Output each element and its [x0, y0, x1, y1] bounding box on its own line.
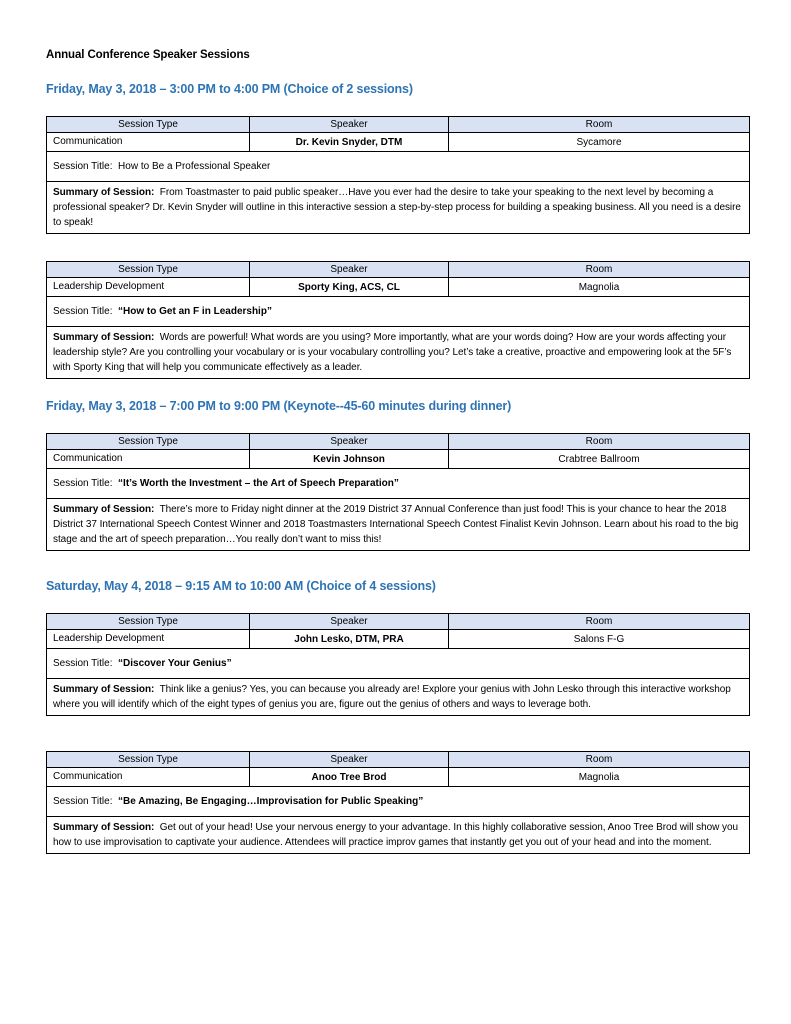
session-type: Leadership Development [47, 630, 250, 649]
summary-label: Summary of Session: [53, 187, 155, 198]
document-title: Annual Conference Speaker Sessions [46, 49, 250, 61]
column-header-session-type: Session Type [47, 752, 250, 768]
session-title: “Be Amazing, Be Engaging…Improvisation for Public Speaking” [118, 795, 424, 807]
session-title: “Discover Your Genius” [118, 657, 232, 669]
session-info-row [47, 768, 750, 787]
session-title-label: Session Title: [53, 795, 113, 807]
session-room: Crabtree Ballroom [449, 450, 750, 469]
summary-label: Summary of Session: [53, 684, 155, 695]
summary-label: Summary of Session: [53, 822, 155, 833]
session-table [46, 261, 750, 379]
session-summary: Get out of your head! Use your nervous energy to your advantage. In this highly collaborative session, Anoo Tree Brod will show you how to use improvisation to captivate your audience. Attendees will practice improv games that instantly get you out of your head and into the moment. [53, 822, 739, 848]
day-heading-friday-afternoon: Friday, May 3, 2018 – 3:00 PM to 4:00 PM (Choice of 2 sessions) [46, 82, 413, 96]
session-summary: There’s more to Friday night dinner at the 2019 District 37 Annual Conference than just food! This is your chance to hear the 2018 District 37 International Speech Contest Winner and 2018 Toastmasters International Speech Contest Finalist Kevin Johnson. Learn about his road to the big stage and the art of speech preparation…You really don’t want to miss this! [53, 504, 739, 545]
column-header-room: Room [449, 117, 750, 133]
session-summary-row [47, 499, 750, 551]
column-header-room: Room [449, 752, 750, 768]
session-title-row [47, 649, 750, 679]
session-title: “How to Get an F in Leadership” [118, 305, 272, 317]
summary-label: Summary of Session: [53, 504, 155, 515]
session-speaker: Dr. Kevin Snyder, DTM [250, 133, 449, 152]
session-table [46, 433, 750, 551]
column-header-session-type: Session Type [47, 262, 250, 278]
session-info-row [47, 630, 750, 649]
session-title-label: Session Title: [53, 160, 113, 172]
session-room: Salons F-G [449, 630, 750, 649]
session-info-row [47, 450, 750, 469]
session-title-row [47, 787, 750, 817]
session-summary-cell [47, 817, 750, 854]
session-table [46, 116, 750, 234]
session-info-row [47, 278, 750, 297]
session-summary-row [47, 817, 750, 854]
session-type: Communication [47, 450, 250, 469]
session-title-cell [47, 152, 750, 182]
column-header-room: Room [449, 614, 750, 630]
session-summary-row [47, 327, 750, 379]
session-summary-row [47, 679, 750, 716]
session-title-row [47, 297, 750, 327]
session-room: Sycamore [449, 133, 750, 152]
column-header-speaker: Speaker [250, 262, 449, 278]
session-title-label: Session Title: [53, 305, 113, 317]
session-info-row [47, 133, 750, 152]
session-title: How to Be a Professional Speaker [118, 160, 271, 172]
column-header-room: Room [449, 262, 750, 278]
session-table [46, 751, 750, 854]
header-row [47, 262, 750, 278]
session-summary-cell [47, 182, 750, 234]
session-summary-cell [47, 327, 750, 379]
session-title-row [47, 469, 750, 499]
column-header-speaker: Speaker [250, 117, 449, 133]
session-summary-cell [47, 499, 750, 551]
session-title-label: Session Title: [53, 477, 113, 489]
session-title-row [47, 152, 750, 182]
session-title-label: Session Title: [53, 657, 113, 669]
session-title: “It’s Worth the Investment – the Art of Speech Preparation” [118, 477, 399, 489]
session-speaker: Kevin Johnson [250, 450, 449, 469]
session-summary-cell [47, 679, 750, 716]
session-title-cell [47, 469, 750, 499]
summary-label: Summary of Session: [53, 332, 155, 343]
session-title-cell [47, 787, 750, 817]
column-header-session-type: Session Type [47, 614, 250, 630]
session-summary: Think like a genius? Yes, you can because you already are! Explore your genius with John Lesko through this interactive workshop where you will identify which of the eight types of genius you are, figure out the genius of others and ways to leverage both. [53, 684, 731, 710]
header-row [47, 752, 750, 768]
day-heading-saturday-morning: Saturday, May 4, 2018 – 9:15 AM to 10:00 AM (Choice of 4 sessions) [46, 579, 436, 593]
session-type: Leadership Development [47, 278, 250, 297]
column-header-room: Room [449, 434, 750, 450]
column-header-session-type: Session Type [47, 117, 250, 133]
session-room: Magnolia [449, 768, 750, 787]
session-type: Communication [47, 768, 250, 787]
session-summary-row [47, 182, 750, 234]
header-row [47, 614, 750, 630]
column-header-session-type: Session Type [47, 434, 250, 450]
session-speaker: Anoo Tree Brod [250, 768, 449, 787]
session-room: Magnolia [449, 278, 750, 297]
session-speaker: Sporty King, ACS, CL [250, 278, 449, 297]
session-title-cell [47, 297, 750, 327]
header-row [47, 434, 750, 450]
session-title-cell [47, 649, 750, 679]
session-type: Communication [47, 133, 250, 152]
column-header-speaker: Speaker [250, 614, 449, 630]
session-speaker: John Lesko, DTM, PRA [250, 630, 449, 649]
header-row [47, 117, 750, 133]
session-summary: Words are powerful! What words are you using? More importantly, what are your words doing? How are your words affecting your leadership style? Are you controlling your vocabulary or is your vocabulary controlling you? Let’s take a creative, proactive and empowering look at the 5F’s with Sporty King that will help you communicate effectively as a leader. [53, 332, 732, 373]
session-table [46, 613, 750, 716]
day-heading-friday-evening: Friday, May 3, 2018 – 7:00 PM to 9:00 PM (Keynote--45-60 minutes during dinner) [46, 399, 512, 413]
column-header-speaker: Speaker [250, 752, 449, 768]
session-summary: From Toastmaster to paid public speaker…Have you ever had the desire to take your speaking to the next level by becoming a professional speaker? Dr. Kevin Snyder will outline in this interactive session a step-by-step process for building a speaking business. All you need is a desire to speak! [53, 187, 741, 228]
column-header-speaker: Speaker [250, 434, 449, 450]
